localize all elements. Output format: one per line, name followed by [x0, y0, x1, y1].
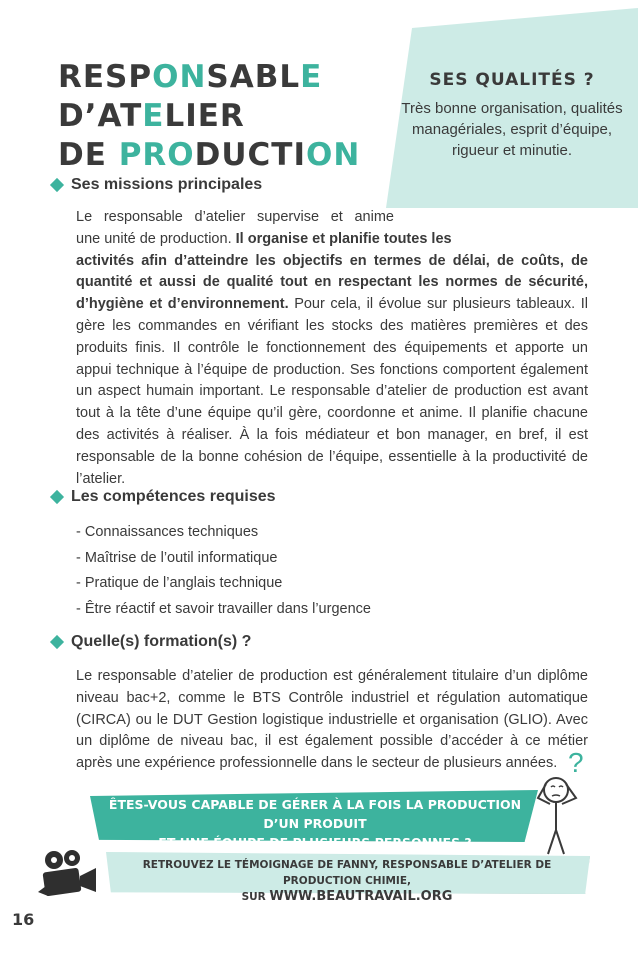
title-part: ON [306, 137, 361, 173]
question-line-1: ÊTES-VOUS CAPABLE DE GÉRER À LA FOIS LA PRODUCTION D’UN PRODUIT [108, 797, 522, 831]
question-banner-text [100, 795, 530, 852]
missions-heading-label: Ses missions principales [71, 176, 263, 193]
video-camera-icon [34, 848, 100, 900]
diamond-bullet-icon [50, 178, 64, 192]
video-line-2-prefix: SUR [241, 891, 270, 903]
missions-bold-text: activités afin d’atteindre les objectifs en termes de délai, de coûts, de quantité et aussi de qualité tout en respectant les normes de sécurité, d’hygiène et d’environnement. [76, 252, 588, 313]
missions-line-2-normal: une unité de production. [76, 230, 236, 247]
title-part: D’AT [58, 98, 143, 134]
video-banner-text [112, 857, 582, 905]
skills-list [76, 520, 588, 622]
title-part: E [300, 59, 323, 95]
page-number: 16 [12, 910, 35, 929]
diamond-bullet-icon [50, 490, 64, 504]
list-item: - Maîtrise de l’outil informatique [76, 549, 278, 566]
list-item: - Pratique de l’anglais technique [76, 575, 283, 591]
diamond-bullet-icon [50, 635, 64, 649]
missions-line-2-bold: Il organise et planifie toutes les [235, 230, 452, 247]
missions-line-1: Le responsable d’atelier supervise et anime [76, 209, 394, 225]
video-line-1: RETROUVEZ LE TÉMOIGNAGE DE FANNY, RESPONSABLE D’ATELIER DE PRODUCTION CHIMIE, [142, 859, 552, 887]
title-line-1 [58, 58, 408, 136]
video-camera-drawing [34, 848, 100, 900]
skills-heading [50, 488, 276, 506]
title-part: ON [152, 59, 207, 95]
missions-heading [50, 176, 262, 194]
list-item: - Connaissances techniques [76, 524, 259, 540]
title-part: DUCTI [194, 137, 306, 173]
skills-heading-label: Les compétences requises [71, 488, 276, 505]
question-line-2: ET UNE ÉQUIPE DE PLUSIEURS PERSONNES ? [158, 835, 472, 850]
website-link[interactable]: WWW.BEAUTRAVAIL.ORG [269, 889, 453, 904]
qualities-text: Très bonne organisation, qualités managériales, esprit d’équipe, rigueur et minutie. [401, 100, 623, 159]
video-line-2 [112, 889, 582, 905]
missions-paragraph [76, 207, 588, 490]
list-item: - Être réactif et savoir travailler dans l’urgence [76, 600, 371, 617]
missions-rest-text: Pour cela, il évolue sur plusieurs tableaux. Il gère les commandes en vérifiant les stocks des matières premières et des produits finis. Il contrôle le fonctionnement des équipements et apporte un appui technique à l’équipe de production. Ses fonctions comportent également un aspect humain important. Le responsable d’atelier de production est avant tout à la tête d’une équipe qu’il gère, coordonne et anime. Il planifie chacune des activités à réaliser. À la fois médiateur et bon manager, en bref, il est responsable de la bonne cohésion de l’équipe, essentielle à la productivité de l’atelier. [76, 296, 588, 487]
formation-heading-label: Quelle(s) formation(s) ? [71, 633, 252, 650]
title-line-2 [58, 136, 408, 175]
title-part: LIER [164, 98, 245, 134]
title-part: DE [58, 137, 119, 173]
title-part: E [142, 98, 165, 134]
qualities-title: SES QUALITÉS ? [429, 70, 595, 90]
title-part: SABL [206, 59, 301, 95]
title-part: PRO [118, 137, 195, 173]
question-mark-glyph: ? [568, 747, 584, 778]
page-title [58, 58, 408, 175]
title-part: RESP [58, 59, 153, 95]
missions-line-2 [76, 229, 504, 251]
formation-heading [50, 633, 251, 651]
formation-paragraph: Le responsable d’atelier de production est généralement titulaire d’un diplôme niveau bac+2, comme le BTS Contrôle industriel et régulation automatique (CIRCA) ou le DUT Gestion logistique industrielle et organisation (GLIO). Avec un diplôme de niveau bac, il est également possible d’accéder à ce métier après une expérience professionnelle dans le secteur de plusieurs années. [76, 668, 588, 772]
